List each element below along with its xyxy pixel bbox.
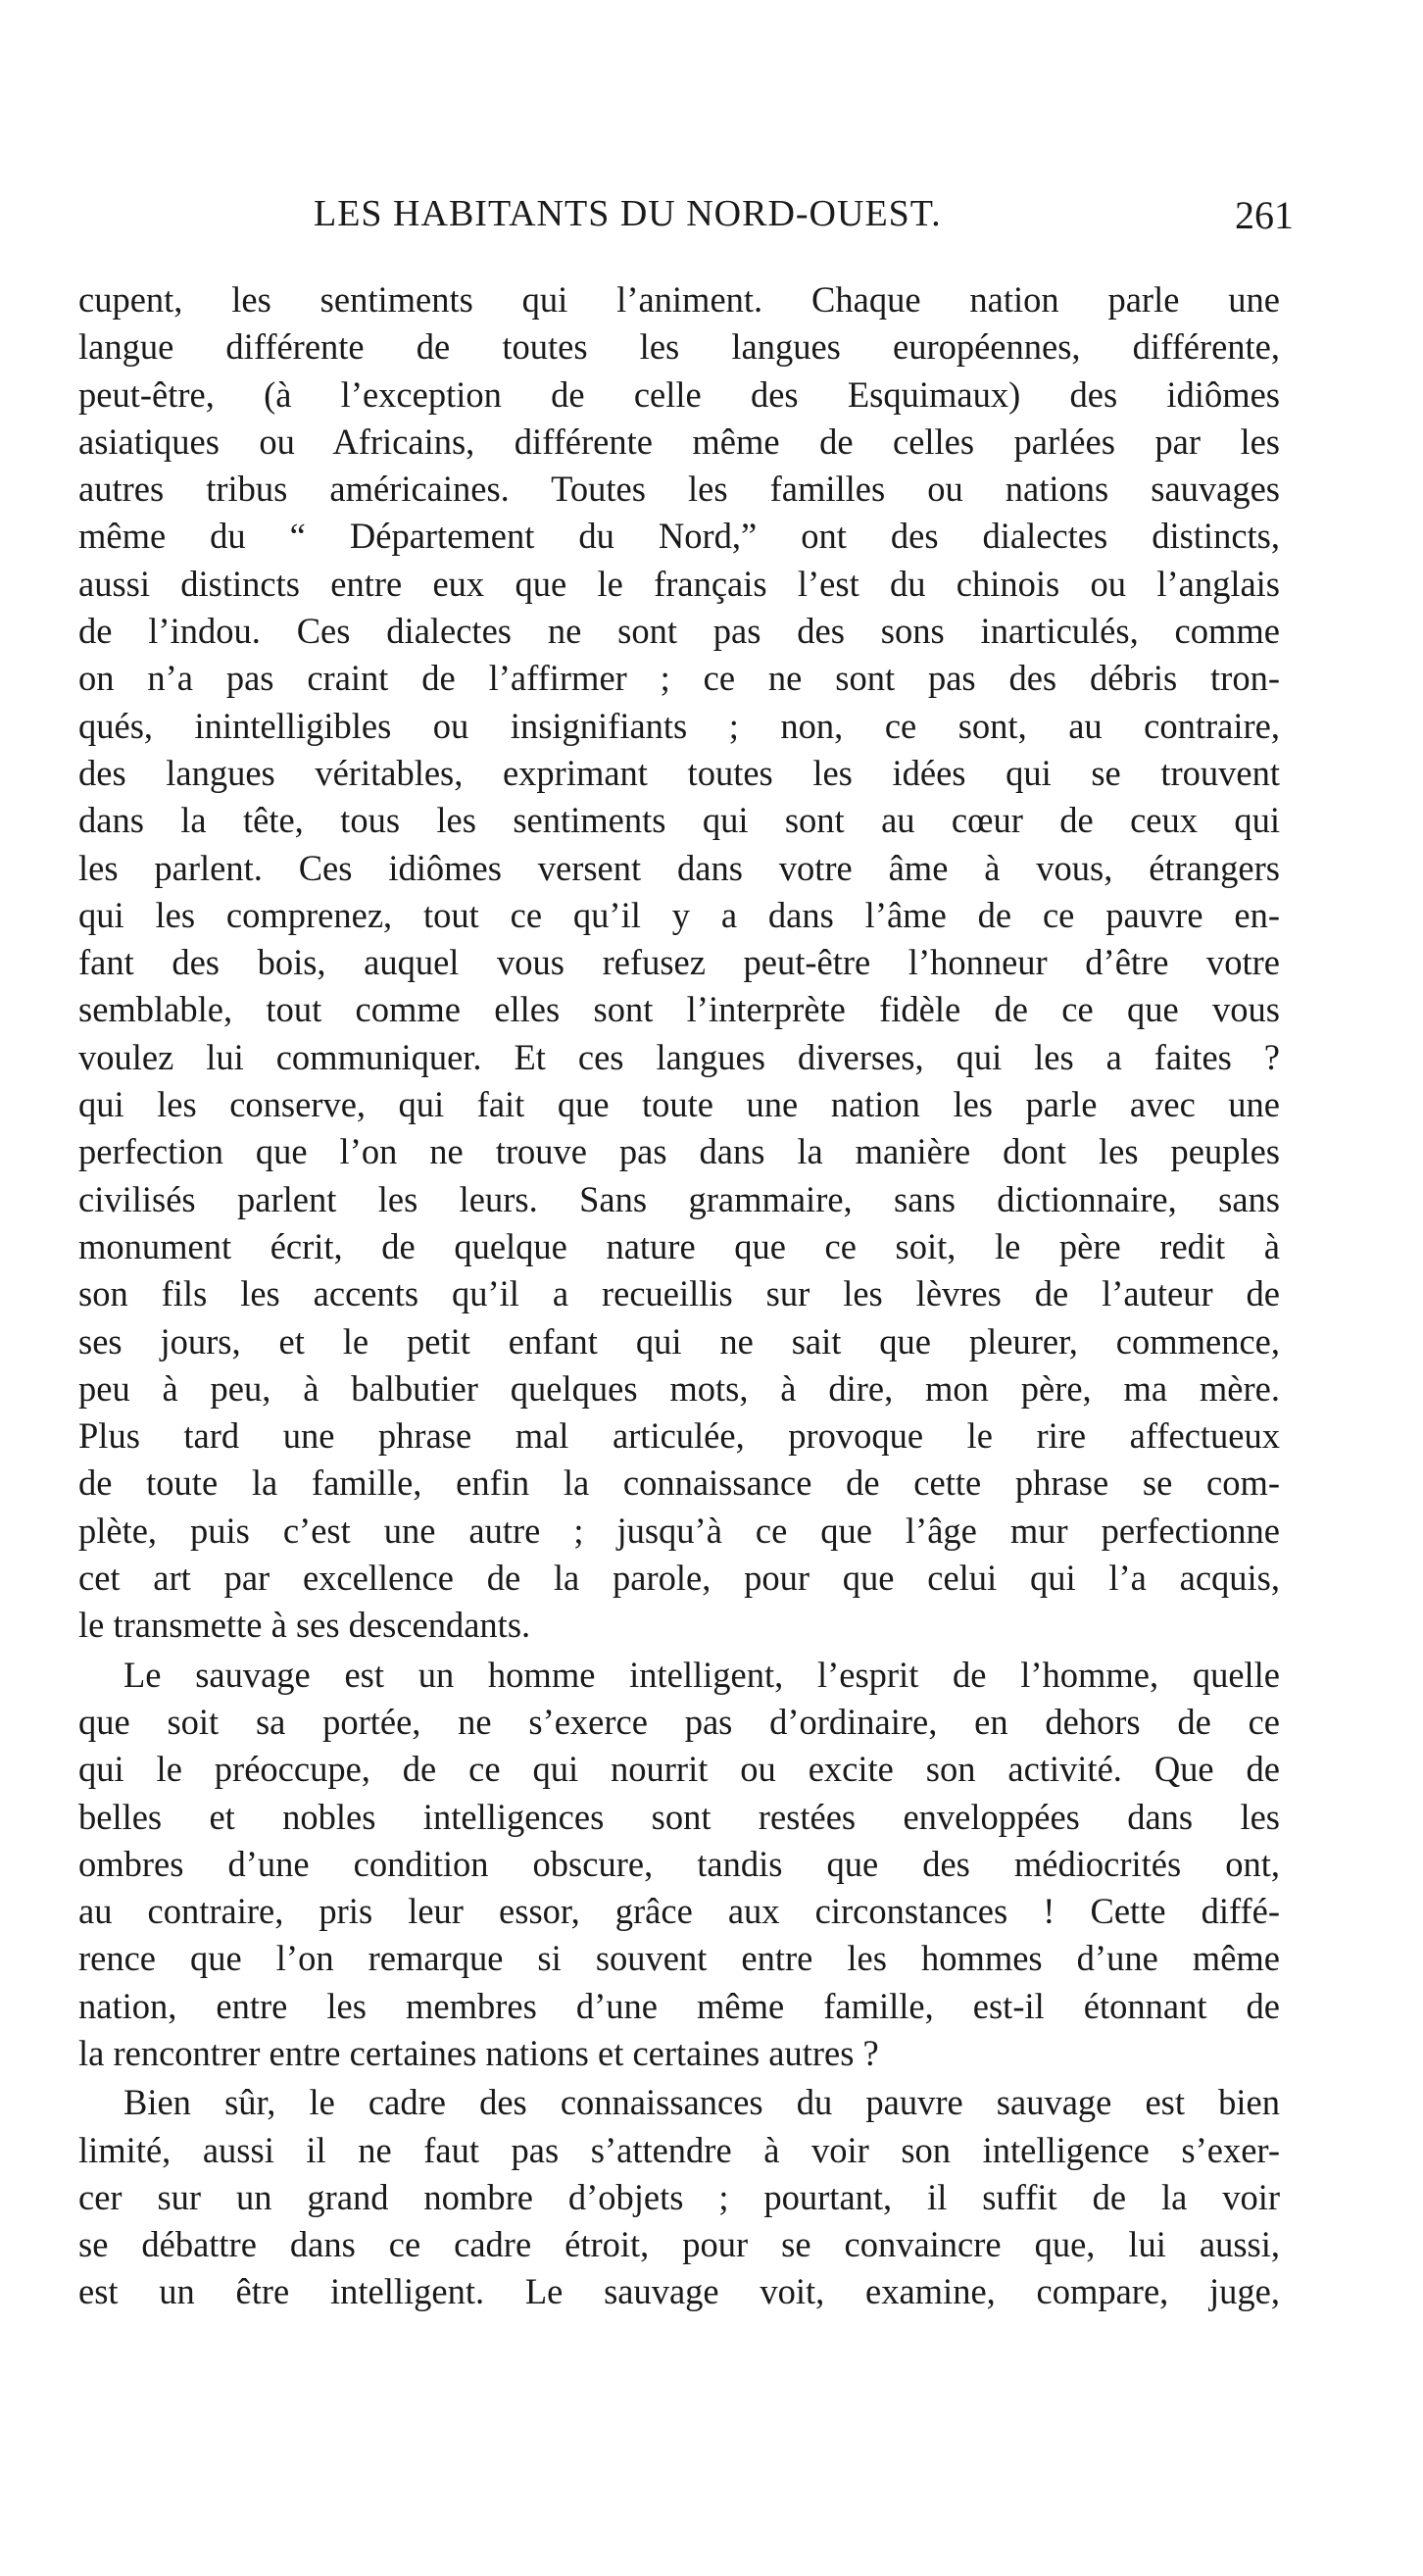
running-title: LES HABITANTS DU NORD-OUEST.	[314, 193, 942, 234]
text-line: son fils les accents qu’il a recueillis sur les lèvres de l’auteur de	[78, 1273, 1280, 1314]
text-line: perfection que l’on ne trouve pas dans la manière dont les peuples	[78, 1131, 1280, 1172]
running-head	[78, 192, 1294, 251]
text-line: limité, aussi il ne faut pas s’attendre à voir son intelligence s’exer-	[78, 2129, 1280, 2170]
text-line: de toute la famille, enfin la connaissance de cette phrase se com-	[78, 1462, 1280, 1504]
text-line: est un être intelligent. Le sauvage voit, examine, compare, juge,	[78, 2271, 1280, 2312]
text-line: nation, entre les membres d’une même famille, est-il étonnant de	[78, 1985, 1280, 2026]
text-line: cet art par excellence de la parole, pour que celui qui l’a acquis,	[78, 1558, 1280, 1599]
text-line: Le sauvage est un homme intelligent, l’esprit de l’homme, quelle	[123, 1654, 1280, 1695]
text-line: peut-être, (à l’exception de celle des Esquimaux) des idiômes	[78, 373, 1280, 415]
text-line: monument écrit, de quelque nature que ce soit, le père redit à	[78, 1225, 1280, 1266]
text-line: les parlent. Ces idiômes versent dans votre âme à vous, étrangers	[78, 847, 1280, 888]
text-line: des langues véritables, exprimant toutes les idées qui se trouvent	[78, 752, 1280, 793]
text-line: voulez lui communiquer. Et ces langues diverses, qui les a faites ?	[78, 1036, 1280, 1077]
paragraph-1	[78, 276, 1280, 1650]
text-line: au contraire, pris leur essor, grâce aux circonstances ! Cette diffé-	[78, 1891, 1280, 1932]
text-line: aussi distincts entre eux que le français l’est du chinois ou l’anglais	[78, 563, 1280, 604]
text-line: fant des bois, auquel vous refusez peut-être l’honneur d’être votre	[78, 942, 1280, 983]
paragraph-3	[78, 2079, 1280, 2315]
text-line: ses jours, et le petit enfant qui ne sait que pleurer, commence,	[78, 1320, 1280, 1362]
text-line: ombres d’une condition obscure, tandis que des médiocrités ont,	[78, 1843, 1280, 1884]
text-line: plète, puis c’est une autre ; jusqu’à ce que l’âge mur perfectionne	[78, 1510, 1280, 1551]
text-line: belles et nobles intelligences sont restées enveloppées dans les	[78, 1796, 1280, 1837]
text-line: civilisés parlent les leurs. Sans grammaire, sans dictionnaire, sans	[78, 1178, 1280, 1219]
text-line: cer sur un grand nombre d’objets ; pourtant, il suffit de la voir	[78, 2176, 1280, 2217]
text-line: Bien sûr, le cadre des connaissances du pauvre sauvage est bien	[123, 2082, 1280, 2123]
body-text	[78, 276, 1280, 2316]
page-number: 261	[1235, 193, 1294, 237]
text-line: semblable, tout comme elles sont l’interprète fidèle de ce que vous	[78, 989, 1280, 1030]
text-line: Plus tard une phrase mal articulée, provoque le rire affectueux	[78, 1415, 1280, 1457]
text-line: cupent, les sentiments qui l’animent. Chaque nation parle une	[78, 279, 1280, 320]
text-line: qués, inintelligibles ou insignifiants ; non, ce sont, au contraire,	[78, 705, 1280, 746]
text-line: la rencontrer entre certaines nations et certaines autres ?	[78, 2032, 879, 2073]
text-line: qui les conserve, qui fait que toute une nation les parle avec une	[78, 1084, 1280, 1125]
text-line: peu à peu, à balbutier quelques mots, à dire, mon père, ma mère.	[78, 1367, 1280, 1409]
text-line: de l’indou. Ces dialectes ne sont pas des sons inarticulés, comme	[78, 611, 1280, 652]
paragraph-2	[78, 1652, 1280, 2078]
text-line: que soit sa portée, ne s’exerce pas d’ordinaire, en dehors de ce	[78, 1701, 1280, 1742]
text-line: dans la tête, tous les sentiments qui sont au cœur de ceux qui	[78, 800, 1280, 841]
text-line: qui les comprenez, tout ce qu’il y a dans l’âme de ce pauvre en-	[78, 894, 1280, 935]
text-line: asiatiques ou Africains, différente même de celles parlées par les	[78, 421, 1280, 462]
text-line: se débattre dans ce cadre étroit, pour se convaincre que, lui aussi,	[78, 2224, 1280, 2265]
text-line: le transmette à ses descendants.	[78, 1605, 531, 1646]
text-line: on n’a pas craint de l’affirmer ; ce ne sont pas des débris tron-	[78, 658, 1280, 699]
text-line: même du “ Département du Nord,” ont des dialectes distincts,	[78, 516, 1280, 557]
text-line: langue différente de toutes les langues européennes, différente,	[78, 326, 1280, 368]
text-line: rence que l’on remarque si souvent entre les hommes d’une même	[78, 1938, 1280, 1979]
text-line: autres tribus américaines. Toutes les familles ou nations sauvages	[78, 469, 1280, 510]
text-line: qui le préoccupe, de ce qui nourrit ou excite son activité. Que de	[78, 1749, 1280, 1790]
